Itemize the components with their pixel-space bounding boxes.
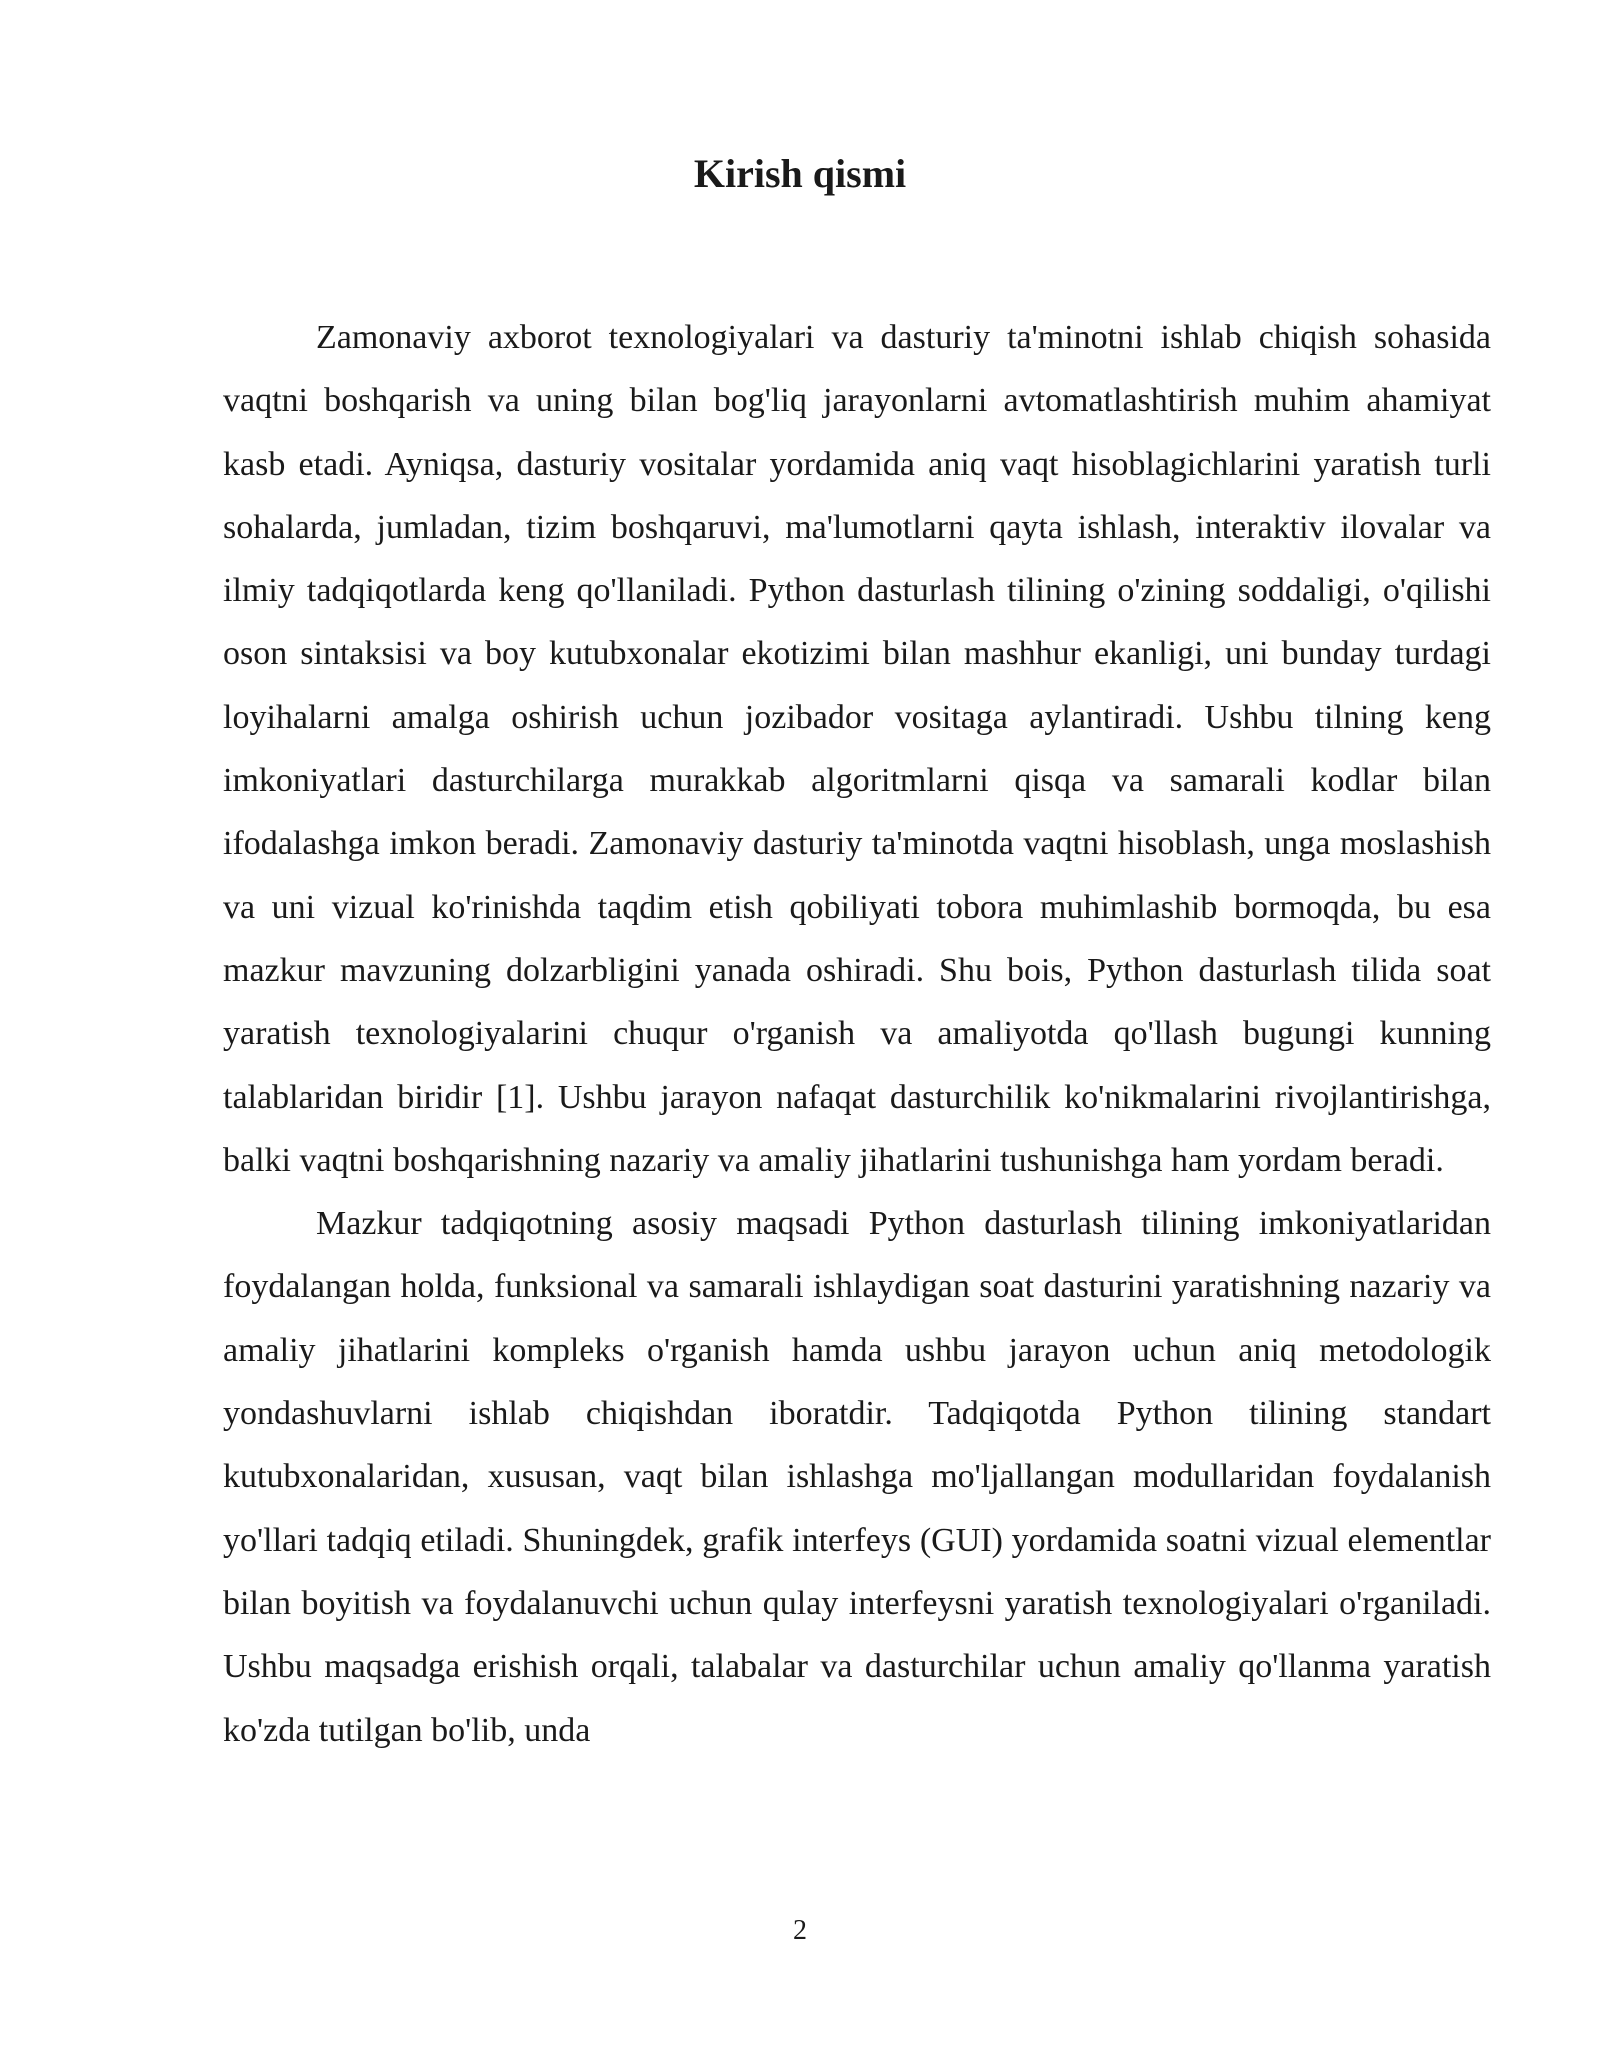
- page-number: 2: [793, 1915, 807, 1946]
- document-body: [223, 306, 1491, 1762]
- paragraph-research-goal: Mazkur tadqiqotning asosiy maqsadi Python dasturlash tilining imkoniyatlaridan foydalangan holda, funksional va samarali ishlaydigan soat dasturini yaratishning nazariy va amaliy jihatlarini kompleks o'rganish hamda ushbu jarayon uchun aniq metodologik yondashuvlarni ishlab chiqishdan iboratdir. Tadqiqotda Python tilining standart kutubxonalaridan, xususan, vaqt bilan ishlashga mo'ljallangan modullaridan foydalanish yo'llari tadqiq etiladi. Shuningdek, grafik interfeys (GUI) yordamida soatni vizual elementlar bilan boyitish va foydalanuvchi uchun qulay interfeysni yaratish texnologiyalari o'rganiladi. Ushbu maqsadga erishish orqali, talabalar va dasturchilar uchun amaliy qo'llanma yaratish ko'zda tutilgan bo'lib, unda: [223, 1205, 1491, 1749]
- page-title: Kirish qismi: [693, 151, 907, 196]
- paragraph-intro: Zamonaviy axborot texnologiyalari va dasturiy ta'minotni ishlab chiqish sohasida vaqtni boshqarish va uning bilan bog'liq jarayonlarni avtomatlashtirish muhim ahamiyat kasb etadi. Ayniqsa, dasturiy vositalar yordamida aniq vaqt hisoblagichlarini yaratish turli sohalarda, jumladan, tizim boshqaruvi, ma'lumotlarni qayta ishlash, interaktiv ilovalar va ilmiy tadqiqotlarda keng qo'llaniladi. Python dasturlash tilining o'zining soddaligi, o'qilishi oson sintaksisi va boy kutubxonalar ekotizimi bilan mashhur ekanligi, uni bunday turdagi loyihalarni amalga oshirish uchun jozibador vositaga aylantiradi. Ushbu tilning keng imkoniyatlari dasturchilarga murakkab algoritmlarni qisqa va samarali kodlar bilan ifodalashga imkon beradi. Zamonaviy dasturiy ta'minotda vaqtni hisoblash, unga moslashish va uni vizual ko'rinishda taqdim etish qobiliyati tobora muhimlashib bormoqda, bu esa mazkur mavzuning dolzarbligini yanada oshiradi. Shu bois, Python dasturlash tilida soat yaratish texnologiyalarini chuqur o'rganish va amaliyotda qo'llash bugungi kunning talablaridan biridir [1]. Ushbu jarayon nafaqat dasturchilik ko'nikmalarini rivojlantirishga, balki vaqtni boshqarishning nazariy va amaliy jihatlarini tushunishga ham yordam beradi.: [223, 319, 1491, 1179]
